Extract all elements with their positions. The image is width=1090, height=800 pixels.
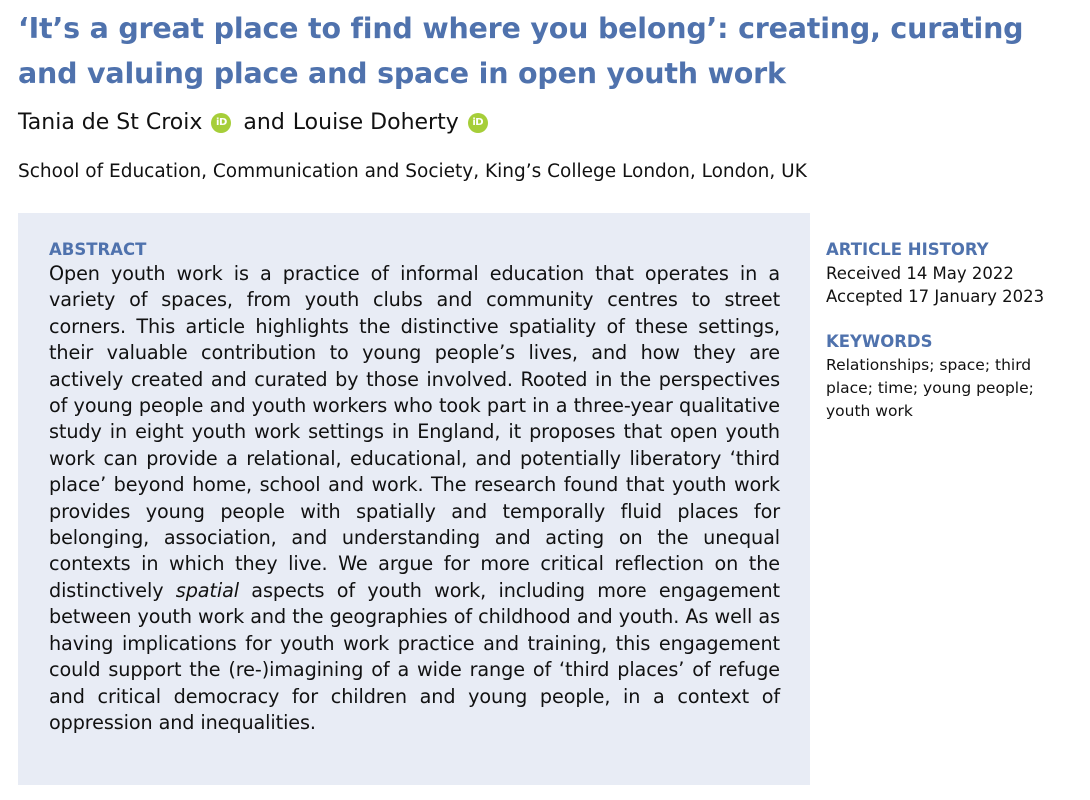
keywords-heading: KEYWORDS	[826, 332, 933, 351]
orcid-icon[interactable]: iD	[211, 113, 231, 133]
accepted-date: Accepted 17 January 2023	[826, 287, 1045, 306]
author-name: Tania de St Croix	[18, 110, 203, 135]
abstract-emphasis: spatial	[175, 578, 239, 602]
abstract-heading: ABSTRACT	[49, 240, 147, 259]
author-name: Louise Doherty	[292, 110, 459, 135]
abstract-text-part: aspects of youth work, including more engagement between youth work and the geographies of childhood and youth. As well as having implications for youth work practice and training, this engagement could support the (re-)imagining of a wide range of ‘third places’ of refuge and critical democracy for children and young people, in a context of oppression and inequalities.	[49, 578, 780, 734]
author-affiliation: School of Education, Communication and Society, King’s College London, London, UK	[18, 161, 807, 182]
article-history-heading: ARTICLE HISTORY	[826, 240, 989, 259]
orcid-icon[interactable]: iD	[468, 113, 488, 133]
article-sidebar	[826, 238, 1076, 423]
keywords-list: Relationships; space; third place; time; young people; youth work	[826, 356, 1034, 420]
author-list	[18, 105, 500, 141]
author-joiner: and	[243, 110, 285, 135]
abstract-text-part: Open youth work is a practice of informal education that operates in a variety of spaces, from youth clubs and community centres to street corners. This article highlights the distinctive spatiality of these settings, their valuable contribution to young people’s lives, and how they are actively created and curated by those involved. Rooted in the perspectives of young people and youth workers who took part in a three-year qualitative study in eight youth work settings in England, it proposes that open youth work can provide a relational, educational, and potentially liberatory ‘third place’ beyond home, school and work. The research found that youth work provides young people with spatially and temporally fluid places for belonging, association, and understanding and acting on the unequal contexts in which they live. We argue for more critical reflection on the distinctively	[49, 262, 780, 602]
article-title: ‘It’s a great place to find where you belong’: creating, curating and valuing place and space in open youth work	[18, 12, 1024, 90]
received-date: Received 14 May 2022	[826, 264, 1014, 283]
abstract-text	[49, 261, 780, 736]
